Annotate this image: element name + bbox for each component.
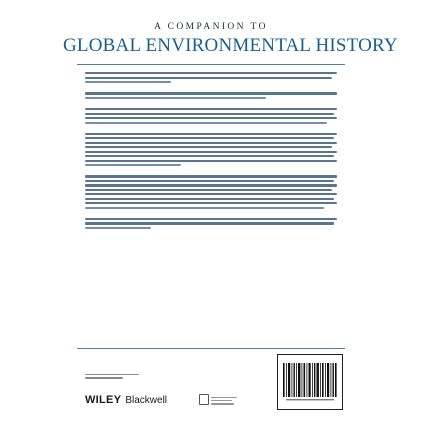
text-line (85, 72, 337, 74)
text-line (85, 202, 337, 204)
text-line (85, 222, 334, 224)
text-line (85, 193, 337, 195)
text-line (85, 180, 334, 182)
text-line (85, 184, 337, 186)
text-line (85, 218, 337, 220)
text-line (85, 151, 337, 153)
text-line (85, 113, 334, 115)
text-line (85, 377, 123, 378)
text-line (85, 97, 266, 99)
text-line (211, 397, 237, 398)
text-line (85, 207, 324, 209)
book-cover (63, 8, 398, 418)
review-blurb (85, 218, 337, 229)
text-line (85, 133, 337, 135)
certification-icon (199, 394, 209, 405)
review-blurb (85, 108, 337, 124)
text-line (85, 146, 332, 148)
review-blurb (85, 92, 337, 99)
review-blurb (85, 175, 337, 209)
book-title: GLOBAL ENVIRONMENTAL HISTORY (63, 35, 398, 56)
publisher-main: WILEY (85, 394, 122, 406)
review-blurb (85, 72, 337, 83)
text-line (85, 160, 337, 162)
text-line (85, 189, 332, 191)
text-line (211, 400, 232, 401)
publisher-sub: Blackwell (125, 395, 168, 406)
text-line (85, 81, 171, 83)
text-line (85, 122, 327, 124)
text-line (85, 117, 337, 119)
text-line (85, 77, 332, 79)
cover-footer (77, 348, 345, 410)
text-line (85, 175, 337, 177)
text-line (85, 155, 334, 157)
text-line (85, 227, 151, 229)
text-line (85, 164, 181, 166)
text-line (85, 92, 337, 94)
text-line (211, 403, 234, 404)
barcode (277, 354, 343, 410)
footer-rule (77, 348, 345, 349)
certification-print (211, 395, 237, 407)
text-line (85, 374, 139, 375)
text-line (85, 142, 337, 144)
title-rule (77, 64, 345, 65)
text-line (85, 198, 334, 200)
review-blurb (85, 133, 337, 167)
publisher-logo (85, 394, 167, 406)
book-subtitle: A COMPANION TO (154, 22, 268, 32)
small-print (85, 372, 139, 381)
text-line (85, 137, 334, 139)
review-blurbs (85, 70, 337, 238)
text-line (85, 108, 337, 110)
barcode-icon (282, 359, 338, 405)
